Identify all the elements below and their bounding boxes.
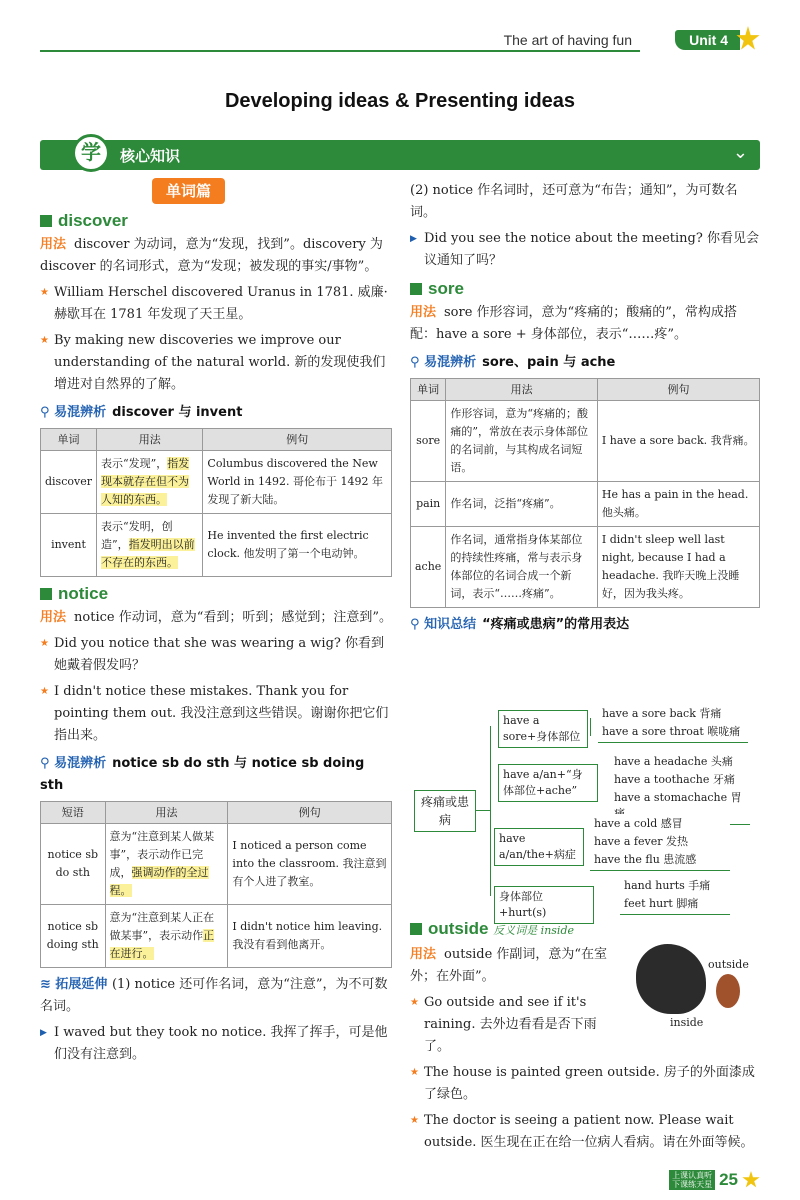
discover-compare-heading: ⚲ 易混辨析 discover 与 invent: [40, 405, 243, 420]
outside-example-2: ★ The house is painted green outside. 房子的外面漆成了绿色。: [410, 1062, 760, 1106]
table-row: discover 表示“发现”，指发现本就存在但不为人知的东西。 Columbus discovered the New World in 1492. 哥伦布于 1492 年发现了新大陆。: [41, 451, 392, 514]
header-theme: The art of having fun: [503, 32, 632, 48]
header-rule: [40, 50, 640, 52]
mindmap-item: have a sore throat 喉咙痛: [598, 722, 748, 743]
word-heading-notice: notice: [40, 583, 392, 605]
notice-example-2: ★ I didn't notice these mistakes. Thank you for pointing them out. 我没注意到这些错误。谢谢你把它们指出来。: [40, 681, 392, 747]
summary-heading: ⚲ 知识总结 “疼痛或患病”的常用表达: [410, 617, 630, 632]
mindmap-root: 疼痛或患病: [414, 790, 476, 832]
mindmap-item: have a stomachache 胃: [610, 788, 750, 825]
discover-usage: discover 为动词，意为“发现，找到”。discovery 为 discover 的名词形式，意为“发现；被发现的事实/事物”。: [40, 237, 383, 274]
discover-example-1: ★ William Herschel discovered Uranus in 1781. 威廉·赫歇耳在 1781 年发现了天王星。: [40, 282, 392, 326]
sore-compare-heading: ⚲ 易混辨析 sore、pain 与 ache: [410, 355, 616, 370]
table-row: invent 表示“发明，创造”，指发明出以前不存在的东西。 He invented the first electric clock. 他发明了第一个电动钟。: [41, 514, 392, 577]
extend-example-1: ▶ I waved but they took no notice. 我挥了挥手，可是他们没有注意到。: [40, 1022, 392, 1066]
word-heading-sore: sore: [410, 278, 760, 300]
mindmap-item: hand hurts 手痛: [620, 876, 730, 897]
sore-usage: sore 作形容词，意为“疼痛的；酸痛的”，常构成搭配：have a sore + 身体部位，表示“……疼”。: [410, 305, 737, 342]
mindmap-item: have a cold 感冒: [590, 814, 730, 835]
mindmap-item: have a fever 发热: [590, 832, 730, 853]
mindmap-branch-3: have a/an/the+病症: [494, 828, 584, 866]
cave-illustration: [630, 938, 760, 1033]
word-heading-discover: discover: [40, 210, 392, 232]
table-row: pain 作名词，泛指“疼痛”。 He has a pain in the head. 他头痛。: [411, 482, 760, 527]
table-row: sore 作形容词，意为“疼痛的；酸痛的”，常放在表示身体部位的名词前，与其构成名词短语。 I have a sore back. 我背痛。: [411, 401, 760, 482]
footer-slogan: 上课认真听 下课练天星: [669, 1170, 715, 1190]
mindmap-item: have a toothache 牙痛: [610, 770, 750, 791]
mindmap-item: have a sore back 背痛: [598, 704, 748, 725]
vocab-tag: 单词篇: [152, 178, 225, 204]
notice-compare-heading: ⚲ 易混辨析 notice sb do sth 与 notice sb doing sth: [40, 756, 365, 793]
mind-map: [410, 700, 760, 920]
outside-example-3: ★ The doctor is seeing a patient now. Please wait outside. 医生现在正在给一位病人看病。请在外面等候。: [410, 1110, 760, 1154]
section-title: 核心知识: [120, 147, 181, 165]
discover-example-2: ★ By making new discoveries we improve our understanding of the natural world. 新的发现使我们增进对自然界的了解。: [40, 330, 392, 396]
table-row: notice sb doing sth 意为“注意到某人正在做某事”，表示动作正在进行。 I didn't notice him leaving. 我没有看到他离开。: [41, 905, 392, 968]
unit-badge: Unit 4: [675, 30, 740, 50]
star-icon: [742, 1171, 760, 1189]
outside-example-1: ★ Go outside and see if it's raining. 去外边看看是否下雨了。: [410, 992, 620, 1058]
mindmap-branch-2: have a/an+“身体部位+ache”: [498, 764, 598, 802]
mindmap-branch-1: have a sore+身体部位: [498, 710, 588, 748]
discover-compare-table: 单词 用法 例句 discover 表示“发现”，指发现本就存在但不为人知的东西。 Columbus discovered the New World in 1492. 哥伦布于 1492 年发现了新大陆。 invent 表示“发明，创造”，指发明出以前不存在的东西。 He invented the first electric clock. 他发明了第一个电动钟。: [40, 428, 392, 577]
page-number: 25: [719, 1170, 738, 1189]
mindmap-item: have the flu 患流感: [590, 850, 730, 871]
chevron-down-icon[interactable]: ⌄: [732, 142, 748, 163]
label-outside: outside: [708, 958, 749, 971]
table-row: ache 作名词，通常指身体某部位的持续性疼痛，常与表示身体部位的名词合成一个新词，表示“……疼痛”。 I didn't sleep well last night, because I had a headache. 我昨天晚上没睡好，因为我头疼。: [411, 527, 760, 608]
cave-image: [636, 944, 706, 1014]
extend-example-2: ▶ Did you see the notice about the meeting? 你看见会议通知了吗？: [410, 228, 760, 272]
extend-heading: ≋ 拓展延伸 (1) notice 还可作名词，意为“注意”，为不可数名词。: [40, 977, 388, 1014]
page-header: [40, 30, 760, 52]
mindmap-item: have a headache 头痛: [610, 752, 750, 773]
antonym-note: 反义词是 inside: [493, 924, 575, 937]
section-bar[interactable]: [40, 140, 760, 170]
mindmap-item: feet hurt 脚痛: [620, 894, 730, 915]
extend-para-2: (2) notice 作名词时，还可意为“布告；通知”，为可数名词。: [410, 183, 738, 220]
notice-usage: notice 作动词，意为“看到；听到；感觉到；注意到”。: [74, 610, 392, 625]
monkey-image: [716, 974, 740, 1008]
mindmap-branch-4: 身体部位+hurt(s): [494, 886, 594, 924]
table-row: notice sb do sth 意为“注意到某人做某事”，表示动作已完成，强调动作的全过程。 I noticed a person come into the classroom. 我注意到有个人进了教室。: [41, 824, 392, 905]
word-heading-outside: outside 反义词是 inside: [410, 918, 760, 942]
section-icon: 学: [72, 134, 110, 172]
sore-compare-table: 单词 用法 例句 sore 作形容词，意为“疼痛的；酸痛的”，常放在表示身体部位的名词前，与其构成名词短语。 I have a sore back. 我背痛。 pain 作名词，泛指“疼痛”。 He has a pain in the head. 他头痛。 ache 作名词，通常指身体某部位的持续性疼痛，常与表示身体部位的名词合成一个新词，表示“……疼痛”。 I didn't sleep well last night, because I had a headache. 我昨天晚上没睡好，因为我头疼。: [410, 378, 760, 608]
notice-compare-table: 短语 用法 例句 notice sb do sth 意为“注意到某人做某事”，表示动作已完成，强调动作的全过程。 I noticed a person come into the classroom. 我注意到有个人进了教室。 notice sb doing sth 意为“注意到某人正在做某事”，表示动作正在进行。 I didn't notice him leaving. 我没有看到他离开。: [40, 801, 392, 968]
label-inside: inside: [670, 1016, 704, 1029]
usage-label: 用法: [40, 237, 67, 252]
left-column: 单词篇 discover 用法 discover 为动词，意为“发现，找到”。discovery 为 discover 的名词形式，意为“发现；被发现的事实/事物”。 ★ William Herschel discovered Uranus in 1781. 威廉·赫歇耳在 1781 年发现了天王星。 ★ By making new discoveries we improve our understanding of the natural world. 新的发现使我们增进对自然界的了解。 ⚲ 易混辨析 discover 与 invent 单词 用法 例句 discover 表示“发现”，指发现本就存在但不为人知的东西。 Columbus discovered the New World in 1492. 哥伦布于 1492 年发现了新大陆。 invent 表示“发明，创造”，指发明出以前不存在的东西。 He invented the first electric clock. 他发明了第一个电动钟。 notice 用法 notice 作动词，意为“看到；听到；感觉到；注意到”。 ★ Did you notice that she was wearing a wig? 你看到她戴着假发吗？ ★ I didn't notice these mistakes. Thank you for pointing them out. 我没注意到这些错误。谢谢你把它们指出来。 ⚲ 易混辨析 notice sb do sth 与 notice sb doing sth 短语 用法 例句 notice sb do sth 意为“注意到某人做某事”，表示动作已完成，强调动作的全过程。 I noticed a person come into the classroom. 我注意到有个人进了教室。 notice sb doing sth 意为“注意到某人正在做某事”，表示动作正在进行。 I didn't notice him leaving. 我没有看到他离开。 ≋ 拓展延伸 (1) notice 还可作名词，意为“注意”，为不可数名词。 ▶ I waved but they took no notice. 我挥了挥手，可是他们没有注意到。: [40, 178, 392, 1066]
notice-example-1: ★ Did you notice that she was wearing a wig? 你看到她戴着假发吗？: [40, 633, 392, 677]
outside-usage: outside 作副词，意为“在室外；在外面”。: [410, 947, 608, 984]
right-column: (2) notice 作名词时，还可意为“布告；通知”，为可数名词。 ▶ Did you see the notice about the meeting? 你看见会议通知了吗？ sore 用法 sore 作形容词，意为“疼痛的；酸痛的”，常构成搭配：have a sore + 身体部位，表示“……疼”。 ⚲ 易混辨析 sore、pain 与 ache 单词 用法 例句 sore 作形容词，意为“疼痛的；酸痛的”，常放在表示身体部位的名词前，与其构成名词短语。 I have a sore back. 我背痛。 pain 作名词，泛指“疼痛”。 He has a pain in the head. 他头痛。 ache 作名词，通常指身体某部位的持续性疼痛，常与表示身体部位的名词合成一个新词，表示“……疼痛”。 I didn't sleep well last night, because I had a headache. 我昨天晚上没睡好，因为我头疼。 ⚲ 知识总结 “疼痛或患病”的常用表达: [410, 178, 760, 636]
outside-section: outside 反义词是 inside 用法 outside 作副词，意为“在室外；在外面”。 ★ Go outside and see if it's raining. 去外边看看是否下雨了。 ★ The house is painted green outside. 房子的外面漆成了绿色。 ★ The doctor is seeing a patient now. Please wait outside. 医生现在正在给一位病人看病。请在外面等候。: [410, 912, 760, 1154]
page-footer: [669, 1170, 760, 1190]
page-title: Developing ideas & Presenting ideas: [224, 90, 576, 112]
